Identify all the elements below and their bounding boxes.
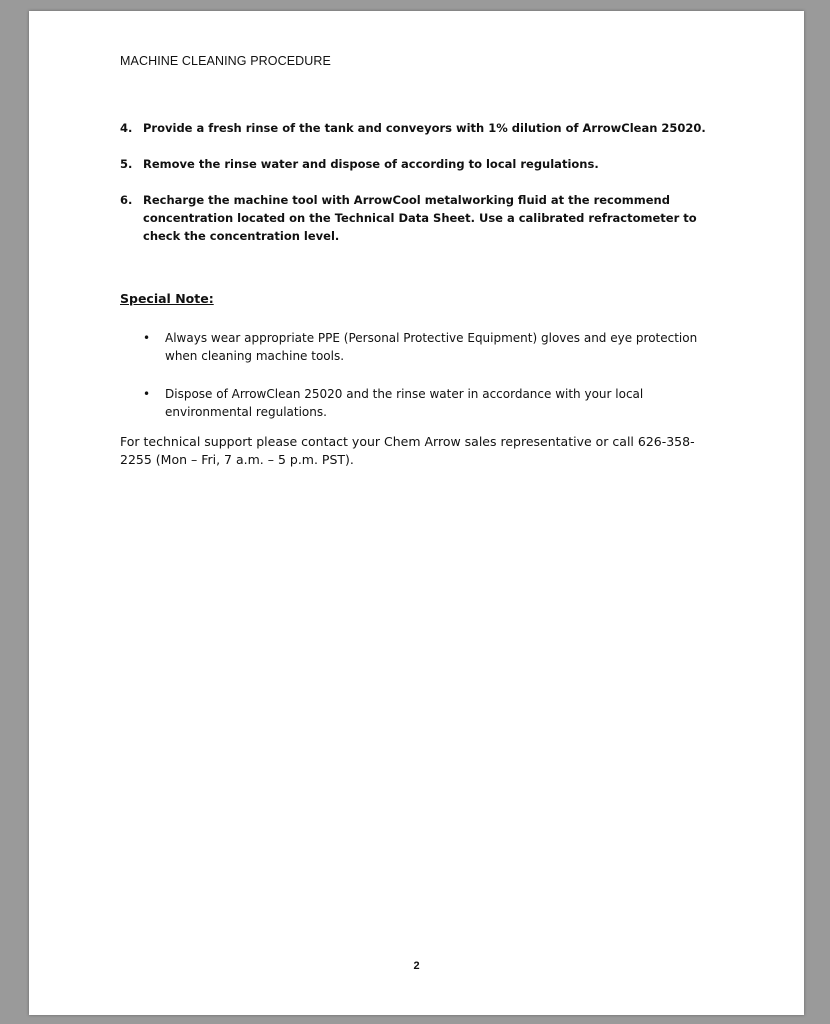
bullet-icon: • (143, 387, 151, 401)
bullet-icon: • (143, 331, 151, 345)
step-item (120, 191, 730, 245)
step-number: 6. (120, 193, 133, 207)
step-number: 4. (120, 121, 133, 135)
step-number: 5. (120, 157, 133, 171)
step-item (120, 155, 730, 173)
step-text: Recharge the machine tool with ArrowCool metalworking fluid at the recommend concentration located on the Technical Data Sheet. Use a calibrated refractometer to check the concentration level. (143, 193, 697, 243)
special-note-list (141, 329, 711, 441)
document-page (29, 11, 804, 1015)
support-paragraph: For technical support please contact your Chem Arrow sales representative or call 626-358-2255 (Mon – Fri, 7 a.m. – 5 p.m. PST). (120, 434, 695, 467)
step-text: Remove the rinse water and dispose of according to local regulations. (143, 157, 599, 171)
note-text: Always wear appropriate PPE (Personal Protective Equipment) gloves and eye protection when cleaning machine tools. (165, 331, 698, 363)
special-note-heading: Special Note: (120, 291, 214, 306)
procedure-steps (120, 119, 730, 263)
step-text: Provide a fresh rinse of the tank and conveyors with 1% dilution of ArrowClean 25020. (143, 121, 706, 135)
note-item (141, 385, 711, 421)
note-text: Dispose of ArrowClean 25020 and the rinse water in accordance with your local environmental regulations. (165, 387, 644, 419)
page-number: 2 (413, 960, 420, 972)
page-header: MACHINE CLEANING PROCEDURE (120, 54, 331, 68)
note-item (141, 329, 711, 365)
step-item (120, 119, 730, 137)
